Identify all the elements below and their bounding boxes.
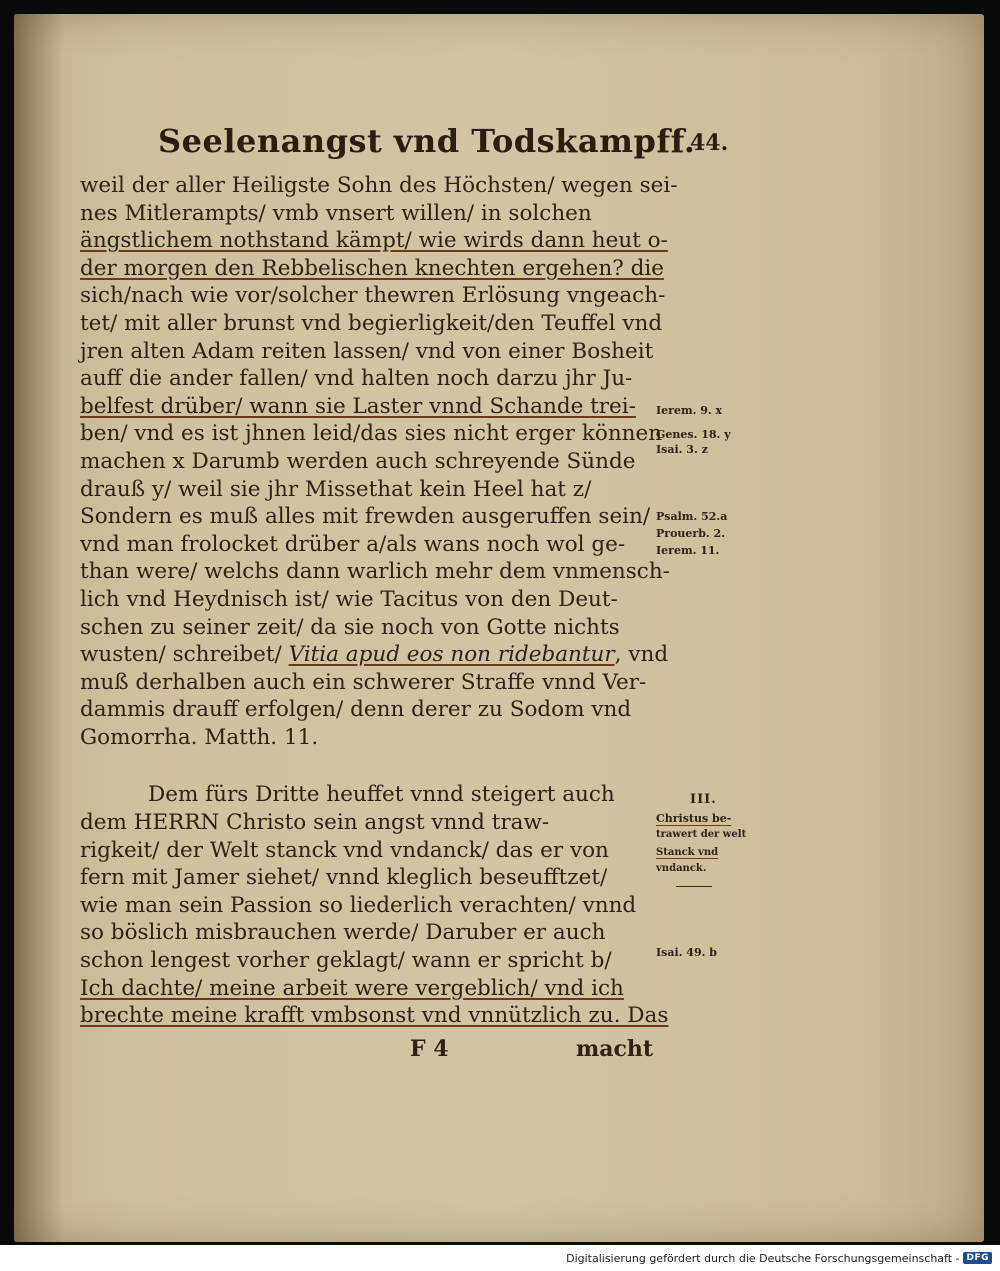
paragraph-gap <box>80 751 655 781</box>
margin-note: Prouerb. 2. <box>656 527 726 540</box>
text-line: machen x Darumb werden auch schreyende Sünde <box>80 448 636 474</box>
folio-number: 44. <box>690 130 729 156</box>
text-line: fern mit Jamer siehet/ vnnd kleglich beseufftzet/ <box>80 865 608 891</box>
margin-note: Isai. 3. z <box>656 443 708 456</box>
margin-note: trawert der welt <box>656 829 747 840</box>
text-line: ängstlichem nothstand kämpt/ wie wirds dann heut o- <box>80 228 668 254</box>
text-line: dem HERRN Christo sein angst vnnd traw- <box>80 810 550 836</box>
text-line-start: wusten/ schreibet/ <box>80 642 282 668</box>
digitization-credit <box>566 1249 992 1267</box>
text-line: rigkeit/ der Welt stanck vnd vndanck/ das er von <box>80 837 609 863</box>
running-head: Seelenangst vnd Todskampff. <box>158 122 696 160</box>
text-line: brechte meine krafft vmbsonst vnd vnnützlich zu. Das <box>80 1003 669 1029</box>
text-line: muß derhalben auch ein schwerer Straffe vnnd Ver- <box>80 669 647 695</box>
text-line: tet/ mit aller brunst vnd begierligkeit/den Teuffel vnd <box>80 310 663 336</box>
catchword: macht <box>576 1036 654 1062</box>
text-line: auff die ander fallen/ vnd halten noch darzu jhr Ju- <box>80 366 633 392</box>
margin-rule <box>676 886 712 887</box>
text-line: Sondern es muß alles mit frewden ausgeruffen sein/ <box>80 504 651 530</box>
page-header <box>158 122 729 172</box>
text-line: schon lengest vorher geklagt/ wann er spricht b/ <box>80 948 612 974</box>
margin-section-number: III. <box>690 792 717 807</box>
main-text <box>80 172 678 1030</box>
text-line: than were/ welchs dann warlich mehr dem vnmensch- <box>80 559 670 585</box>
text-line: Dem fürs Dritte heuffet vnnd steigert auch <box>148 782 615 808</box>
margin-note: Isai. 49. b <box>656 946 717 959</box>
text-line: jren alten Adam reiten lassen/ vnd von einer Bosheit <box>80 338 654 364</box>
text-line: ben/ vnd es ist jhnen leid/das sies nicht erger können <box>80 421 663 447</box>
text-line: Gomorrha. Matth. 11. <box>80 724 319 750</box>
text-line: sich/nach wie vor/solcher thewren Erlösung vngeach- <box>80 283 666 309</box>
text-line: wie man sein Passion so liederlich verachten/ vnnd <box>80 892 637 918</box>
margin-note: Psalm. 52.a <box>656 510 728 523</box>
margin-note: Ierem. 11. <box>656 544 720 557</box>
signature-mark: F 4 <box>410 1036 449 1062</box>
text-line: der morgen den Rebbelischen knechten ergehen? die <box>80 255 664 281</box>
margin-note: Genes. 18. y <box>656 428 731 441</box>
text-line: drauß y/ weil sie jhr Missethat kein Heel hat z/ <box>80 476 592 502</box>
text-line: weil der aller Heiligste Sohn des Höchsten/ wegen sei- <box>80 173 678 198</box>
text-line: vnd man frolocket drüber a/als wans noch wol ge- <box>80 531 626 557</box>
text-line: schen zu seiner zeit/ da sie noch von Gotte nichts <box>80 614 620 640</box>
margin-note: Christus be- <box>656 812 732 825</box>
dfg-logo-icon: DFG <box>963 1252 992 1264</box>
text-line: lich vnd Heydnisch ist/ wie Tacitus von den Deut- <box>80 586 618 612</box>
text-line: nes Mitlerampts/ vmb vnsert willen/ in solchen <box>80 200 592 226</box>
margin-note: vndanck. <box>656 863 707 874</box>
digitization-note: Digitalisierung gefördert durch die Deutsche Forschungsgemeinschaft - <box>566 1251 960 1265</box>
text-line: so böslich misbrauchen werde/ Daruber er auch <box>80 920 606 946</box>
text-line <box>80 641 669 669</box>
text-line: Ich dachte/ meine arbeit were vergeblich/ vnd ich <box>80 975 624 1001</box>
margin-note: Ierem. 9. x <box>656 404 723 417</box>
latin-quote: Vitia apud eos non ridebantur <box>288 642 615 668</box>
text-line: dammis drauff erfolgen/ denn derer zu Sodom vnd <box>80 697 632 723</box>
text-line: belfest drüber/ wann sie Laster vnnd Schande trei- <box>80 393 636 419</box>
margin-note: Stanck vnd <box>656 847 719 858</box>
gutter-shadow <box>14 14 64 1242</box>
text-line-end: , vnd <box>614 642 669 668</box>
